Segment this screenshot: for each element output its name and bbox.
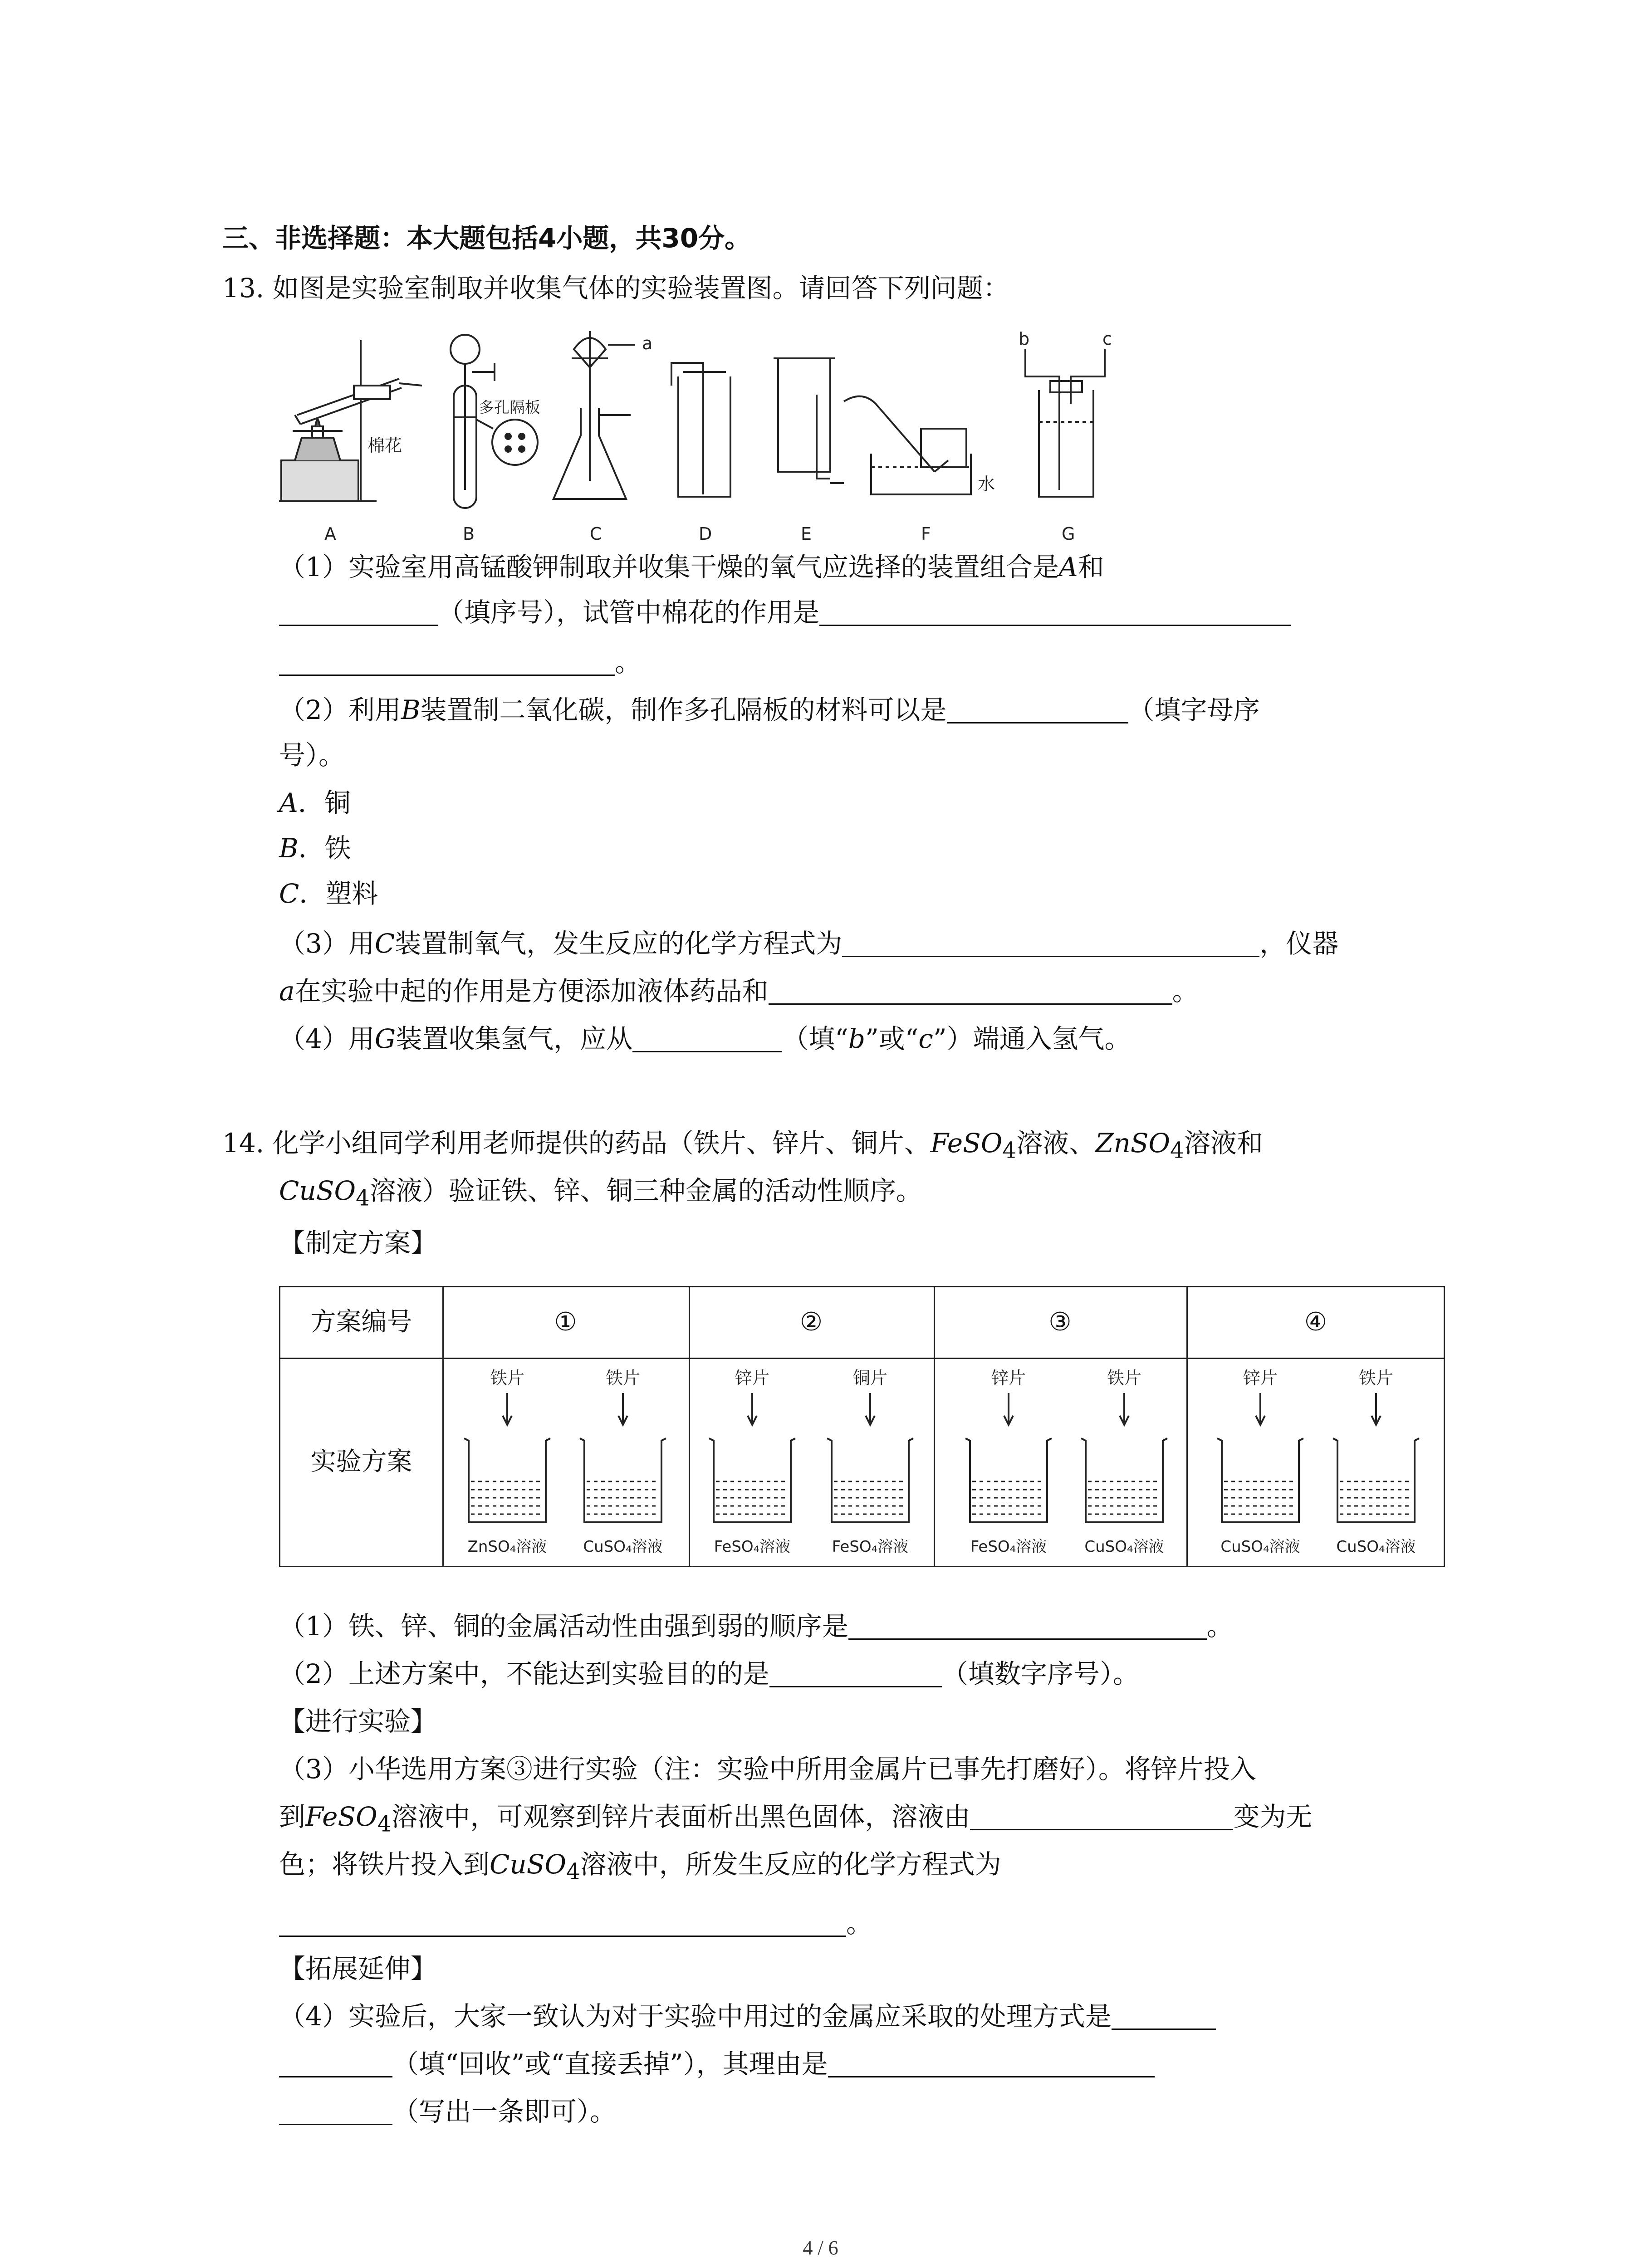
beaker-icon	[709, 1438, 795, 1522]
q14-part3-line4: 。	[279, 1905, 872, 1941]
label-D: D	[699, 524, 712, 544]
label-c: c	[1102, 329, 1112, 349]
solution-label: CuSO₄溶液	[583, 1538, 663, 1556]
beaker-icon	[1217, 1438, 1303, 1522]
plan-1: ①	[554, 1307, 577, 1337]
section-header: 三、非选择题：本大题包括4小题，共30分。	[222, 223, 751, 254]
table-row-label: 实验方案	[310, 1447, 412, 1476]
q13-part3-line2: a在实验中起的作用是方便添加液体药品和 。	[279, 976, 1199, 1007]
answer-blank[interactable]	[970, 1801, 1233, 1830]
apparatus-a-drawing	[279, 340, 422, 501]
option-a: A．铜	[279, 787, 351, 818]
beaker-icon	[1081, 1438, 1167, 1522]
q13-part1-line1: （1）实验室用高锰酸钾制取并收集干燥的氧气应选择的装置组合是A和	[279, 552, 1104, 582]
metal-label: 锌片	[735, 1368, 770, 1388]
metal-label: 锌片	[1243, 1368, 1278, 1388]
q14-part4-line3: （写出一条即可）。	[279, 2093, 616, 2130]
answer-blank[interactable]	[279, 2096, 392, 2125]
answer-blank[interactable]	[848, 1610, 1207, 1640]
metal-label: 铁片	[605, 1368, 641, 1388]
heading-extension: 【拓展延伸】	[279, 1953, 437, 1984]
beaker-icon	[1333, 1438, 1419, 1522]
beaker-icon	[580, 1438, 666, 1522]
arrow-icon	[618, 1393, 627, 1425]
label-C: C	[590, 524, 602, 544]
answer-blank[interactable]	[279, 1907, 846, 1937]
arrow-icon	[1004, 1393, 1013, 1425]
answer-blank[interactable]	[769, 975, 1172, 1005]
plan-2: ②	[799, 1307, 823, 1337]
arrow-icon	[748, 1393, 757, 1425]
metal-label: 铁片	[1358, 1368, 1394, 1388]
apparatus-d-drawing	[671, 363, 730, 497]
answer-blank[interactable]	[947, 694, 1128, 723]
answer-blank[interactable]	[819, 596, 1291, 626]
solution-label: CuSO₄溶液	[1220, 1538, 1300, 1556]
arrow-icon	[1256, 1393, 1265, 1425]
q14-stem-line2: CuSO$_4$溶液）验证铁、锌、铜三种金属的活动性顺序。	[279, 1175, 922, 1211]
q13-part2-line2: 号）。	[279, 740, 345, 771]
heading-experiment: 【进行实验】	[279, 1706, 437, 1737]
apparatus-f-drawing	[844, 396, 971, 494]
q13-part2-line1: （2）利用B装置制二氧化碳，制作多孔隔板的材料可以是 （填字母序	[279, 694, 1260, 725]
solution-label: CuSO₄溶液	[1084, 1538, 1164, 1556]
plan-4: ④	[1304, 1307, 1327, 1337]
beaker-icon	[827, 1438, 913, 1522]
plan-3: ③	[1048, 1307, 1072, 1337]
answer-blank[interactable]	[279, 646, 615, 676]
answer-blank[interactable]	[842, 928, 1259, 957]
label-cotton: 棉花	[367, 435, 402, 455]
apparatus-e-drawing	[774, 358, 844, 483]
metal-label: 铁片	[490, 1368, 525, 1388]
beaker-icon	[965, 1438, 1052, 1522]
q14-stem-line1: 14. 化学小组同学利用老师提供的药品（铁片、锌片、铜片、FeSO$_4$溶液、ZnSO$_4$溶液和	[222, 1128, 1263, 1163]
arrow-icon	[503, 1393, 512, 1425]
answer-blank[interactable]	[632, 1023, 782, 1052]
q13-part1-line3: 。	[279, 644, 641, 680]
q14-part1: （1）铁、锌、铜的金属活动性由强到弱的顺序是 。	[279, 1611, 1233, 1642]
q13-part4: （4）用G装置收集氢气，应从 （填“b”或“c”）端通入氢气。	[279, 1023, 1131, 1054]
beaker-icon	[464, 1438, 550, 1522]
apparatus-c-drawing	[554, 331, 635, 499]
beakers-drawing	[280, 1359, 1445, 1567]
answer-blank[interactable]	[769, 1658, 942, 1687]
heading-plan: 【制定方案】	[279, 1227, 437, 1258]
q14-part3-line2: 到FeSO$_4$溶液中，可观察到锌片表面析出黑色固体，溶液由 变为无	[279, 1801, 1313, 1837]
solution-label: FeSO₄溶液	[970, 1538, 1047, 1556]
apparatus-g-drawing	[1025, 349, 1105, 497]
solution-label: CuSO₄溶液	[1336, 1538, 1416, 1556]
table-header-label: 方案编号	[310, 1307, 412, 1337]
answer-blank[interactable]	[1112, 2000, 1216, 2030]
apparatus-figure	[272, 318, 1134, 553]
label-G: G	[1062, 524, 1075, 544]
apparatus-b-drawing	[451, 335, 538, 508]
label-E: E	[801, 524, 812, 544]
solution-label: ZnSO₄溶液	[467, 1538, 547, 1556]
metal-label: 铜片	[852, 1368, 888, 1388]
label-B: B	[463, 524, 475, 544]
q14-part3-line1: （3）小华选用方案③进行实验（注：实验中所用金属片已事先打磨好）。将锌片投入	[279, 1754, 1256, 1784]
option-c: C．塑料	[279, 878, 378, 909]
plan-table	[279, 1286, 1445, 1567]
arrow-icon	[1120, 1393, 1129, 1425]
q13-stem: 13. 如图是实验室制取并收集气体的实验装置图。请回答下列问题：	[222, 273, 1009, 303]
metal-label: 锌片	[991, 1368, 1026, 1388]
q14-part4-line2: （填“回收”或“直接丢掉”），其理由是	[279, 2046, 1155, 2082]
solution-label: FeSO₄溶液	[714, 1538, 791, 1556]
label-A: A	[324, 524, 336, 544]
q13-part1-line2: （填序号），试管中棉花的作用是	[279, 594, 1291, 631]
answer-blank[interactable]	[279, 2048, 392, 2077]
label-a: a	[642, 333, 653, 353]
label-porous-plate: 多孔隔板	[479, 399, 540, 417]
solution-label: FeSO₄溶液	[832, 1538, 909, 1556]
page-number: 4 / 6	[803, 2237, 838, 2259]
option-b: B．铁	[279, 833, 351, 864]
q14-part2: （2）上述方案中，不能达到实验目的的是 （填数字序号）。	[279, 1658, 1139, 1689]
label-water: 水	[978, 474, 995, 494]
answer-blank[interactable]	[279, 596, 438, 626]
arrow-icon	[1372, 1393, 1381, 1425]
q14-part3-line3: 色；将铁片投入到CuSO$_4$溶液中，所发生反应的化学方程式为	[279, 1849, 1001, 1885]
q13-part3-line1: （3）用C装置制氧气，发生反应的化学方程式为 ，仪器	[279, 928, 1339, 959]
arrow-icon	[866, 1393, 875, 1425]
label-F: F	[921, 524, 931, 544]
q14-part4-line1: （4）实验后，大家一致认为对于实验中用过的金属应采取的处理方式是	[279, 1998, 1216, 2034]
label-b: b	[1019, 329, 1030, 349]
metal-label: 铁片	[1107, 1368, 1142, 1388]
answer-blank[interactable]	[828, 2048, 1155, 2077]
